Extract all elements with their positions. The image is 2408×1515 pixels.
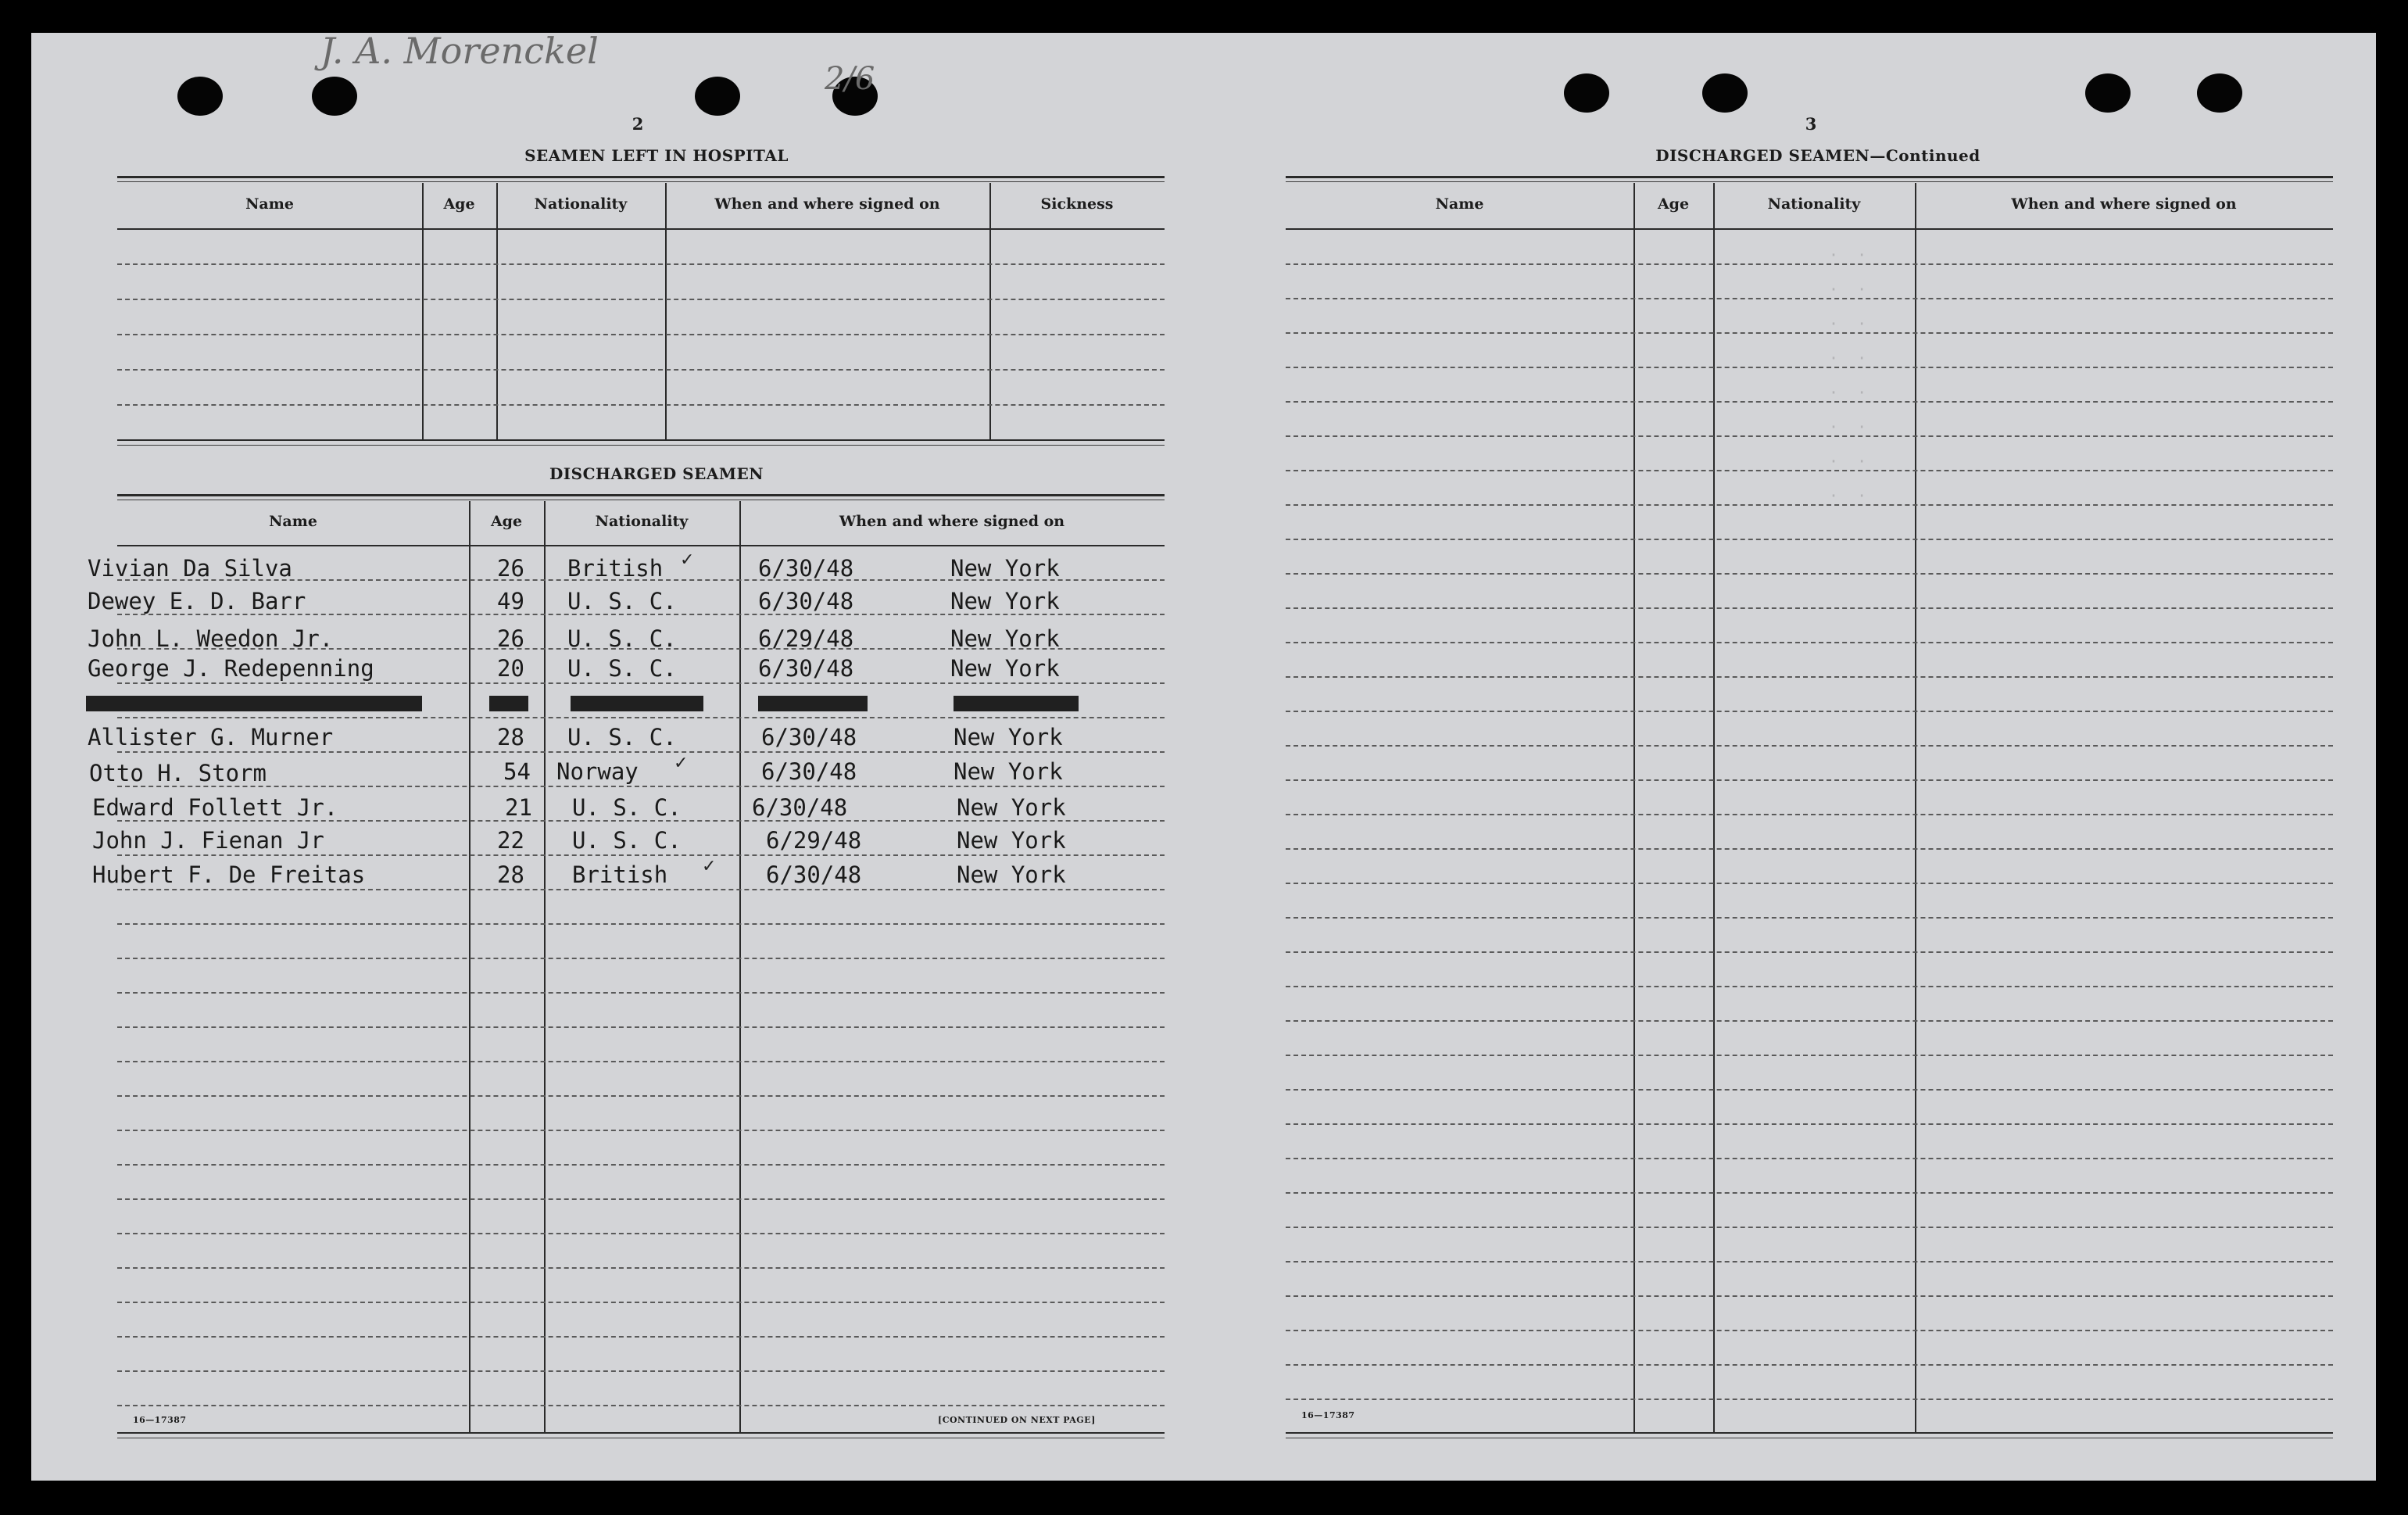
struck-out-place	[954, 696, 1079, 711]
check-mark: ✓	[674, 754, 689, 773]
signed-on-date: 6/29/48	[758, 625, 854, 652]
signed-on-place: New York	[950, 625, 1060, 652]
hospital-header-name: Name	[245, 195, 294, 213]
right-header-signed-on: When and where signed on	[2011, 195, 2237, 213]
hospital-header-age: Age	[443, 195, 475, 213]
handwritten-number: 2/6	[825, 61, 875, 97]
punch-hole	[1702, 73, 1748, 113]
seaman-nationality: British	[567, 555, 664, 582]
right-header-age: Age	[1657, 195, 1690, 213]
seaman-nationality: Norway	[556, 758, 639, 785]
title-continued: —Continued	[1870, 146, 1980, 165]
seaman-nationality: U. S. C.	[567, 625, 677, 652]
seaman-age: 28	[497, 861, 524, 888]
signed-on-date: 6/30/48	[752, 794, 848, 821]
check-mark: ✓	[702, 857, 717, 876]
seaman-nationality: British	[572, 861, 668, 888]
seaman-name: Edward Follett Jr.	[92, 794, 338, 821]
title-main: DISCHARGED SEAMEN	[1655, 146, 1870, 165]
seaman-nationality: U. S. C.	[567, 655, 677, 682]
seaman-name: Dewey E. D. Barr	[88, 588, 306, 614]
struck-out-date	[758, 696, 868, 711]
seaman-age: 28	[497, 724, 524, 750]
discharged-continued-title	[1583, 146, 2052, 165]
signed-on-place: New York	[950, 588, 1060, 614]
seaman-age: 22	[497, 827, 524, 854]
signed-on-place: New York	[950, 655, 1060, 682]
seaman-name: Vivian Da Silva	[88, 555, 292, 582]
document-sheet	[31, 30, 2376, 1481]
seaman-nationality: U. S. C.	[567, 724, 677, 750]
check-mark: ✓	[680, 550, 695, 570]
hospital-header-nationality: Nationality	[534, 195, 628, 213]
seaman-nationality: U. S. C.	[572, 794, 682, 821]
hospital-header-sickness: Sickness	[1040, 195, 1114, 213]
signed-on-date: 6/30/48	[761, 758, 857, 785]
seaman-age: 20	[497, 655, 524, 682]
signed-on-place: New York	[957, 827, 1066, 854]
punch-hole	[695, 77, 740, 116]
signed-on-date: 6/30/48	[758, 588, 854, 614]
struck-out-age	[489, 696, 528, 711]
seaman-name: George J. Redepenning	[88, 655, 374, 682]
seaman-age: 21	[505, 794, 532, 821]
continued-note: [CONTINUED ON NEXT PAGE]	[938, 1415, 1096, 1425]
seaman-age: 54	[503, 758, 531, 785]
seaman-name: Allister G. Murner	[88, 724, 334, 750]
punch-hole	[177, 77, 223, 116]
handwritten-name: J. A. Morenckel	[320, 30, 599, 72]
page-number-left: 2	[632, 114, 644, 134]
discharged-header-signed-on: When and where signed on	[839, 513, 1065, 530]
signed-on-place: New York	[954, 758, 1063, 785]
right-header-name: Name	[1435, 195, 1484, 213]
seaman-name: Hubert F. De Freitas	[92, 861, 366, 888]
signed-on-place: New York	[954, 724, 1063, 750]
seaman-name: Otto H. Storm	[89, 760, 267, 786]
discharged-section-title: DISCHARGED SEAMEN	[549, 464, 764, 483]
form-number-right: 16—17387	[1301, 1410, 1355, 1420]
signed-on-place: New York	[950, 555, 1060, 582]
seaman-age: 26	[497, 555, 524, 582]
hospital-section-title: SEAMEN LEFT IN HOSPITAL	[524, 146, 789, 165]
hospital-header-signed-on: When and where signed on	[714, 195, 940, 213]
punch-hole	[2085, 73, 2131, 113]
discharged-header-nationality: Nationality	[595, 513, 689, 530]
form-number-left: 16—17387	[133, 1415, 187, 1425]
signed-on-date: 6/30/48	[766, 861, 862, 888]
signed-on-place: New York	[957, 794, 1066, 821]
signed-on-date: 6/30/48	[758, 555, 854, 582]
signed-on-date: 6/30/48	[761, 724, 857, 750]
punch-hole	[312, 77, 357, 116]
discharged-header-name: Name	[269, 513, 317, 530]
signed-on-place: New York	[957, 861, 1066, 888]
struck-out-nationality	[571, 696, 703, 711]
bleed-through-marks: · · · · · · · · · · · · · · · ·	[1829, 245, 1867, 505]
seaman-nationality: U. S. C.	[572, 827, 682, 854]
struck-out-name	[86, 696, 422, 711]
punch-hole	[1564, 73, 1609, 113]
punch-hole	[2197, 73, 2242, 113]
discharged-header-age: Age	[490, 513, 523, 530]
seaman-age: 49	[497, 588, 524, 614]
seaman-nationality: U. S. C.	[567, 588, 677, 614]
right-header-nationality: Nationality	[1767, 195, 1861, 213]
seaman-name: John L. Weedon Jr.	[88, 625, 334, 652]
seaman-age: 26	[497, 625, 524, 652]
seaman-name: John J. Fienan Jr	[92, 827, 324, 854]
signed-on-date: 6/30/48	[758, 655, 854, 682]
signed-on-date: 6/29/48	[766, 827, 862, 854]
page-number-right: 3	[1805, 114, 1817, 134]
